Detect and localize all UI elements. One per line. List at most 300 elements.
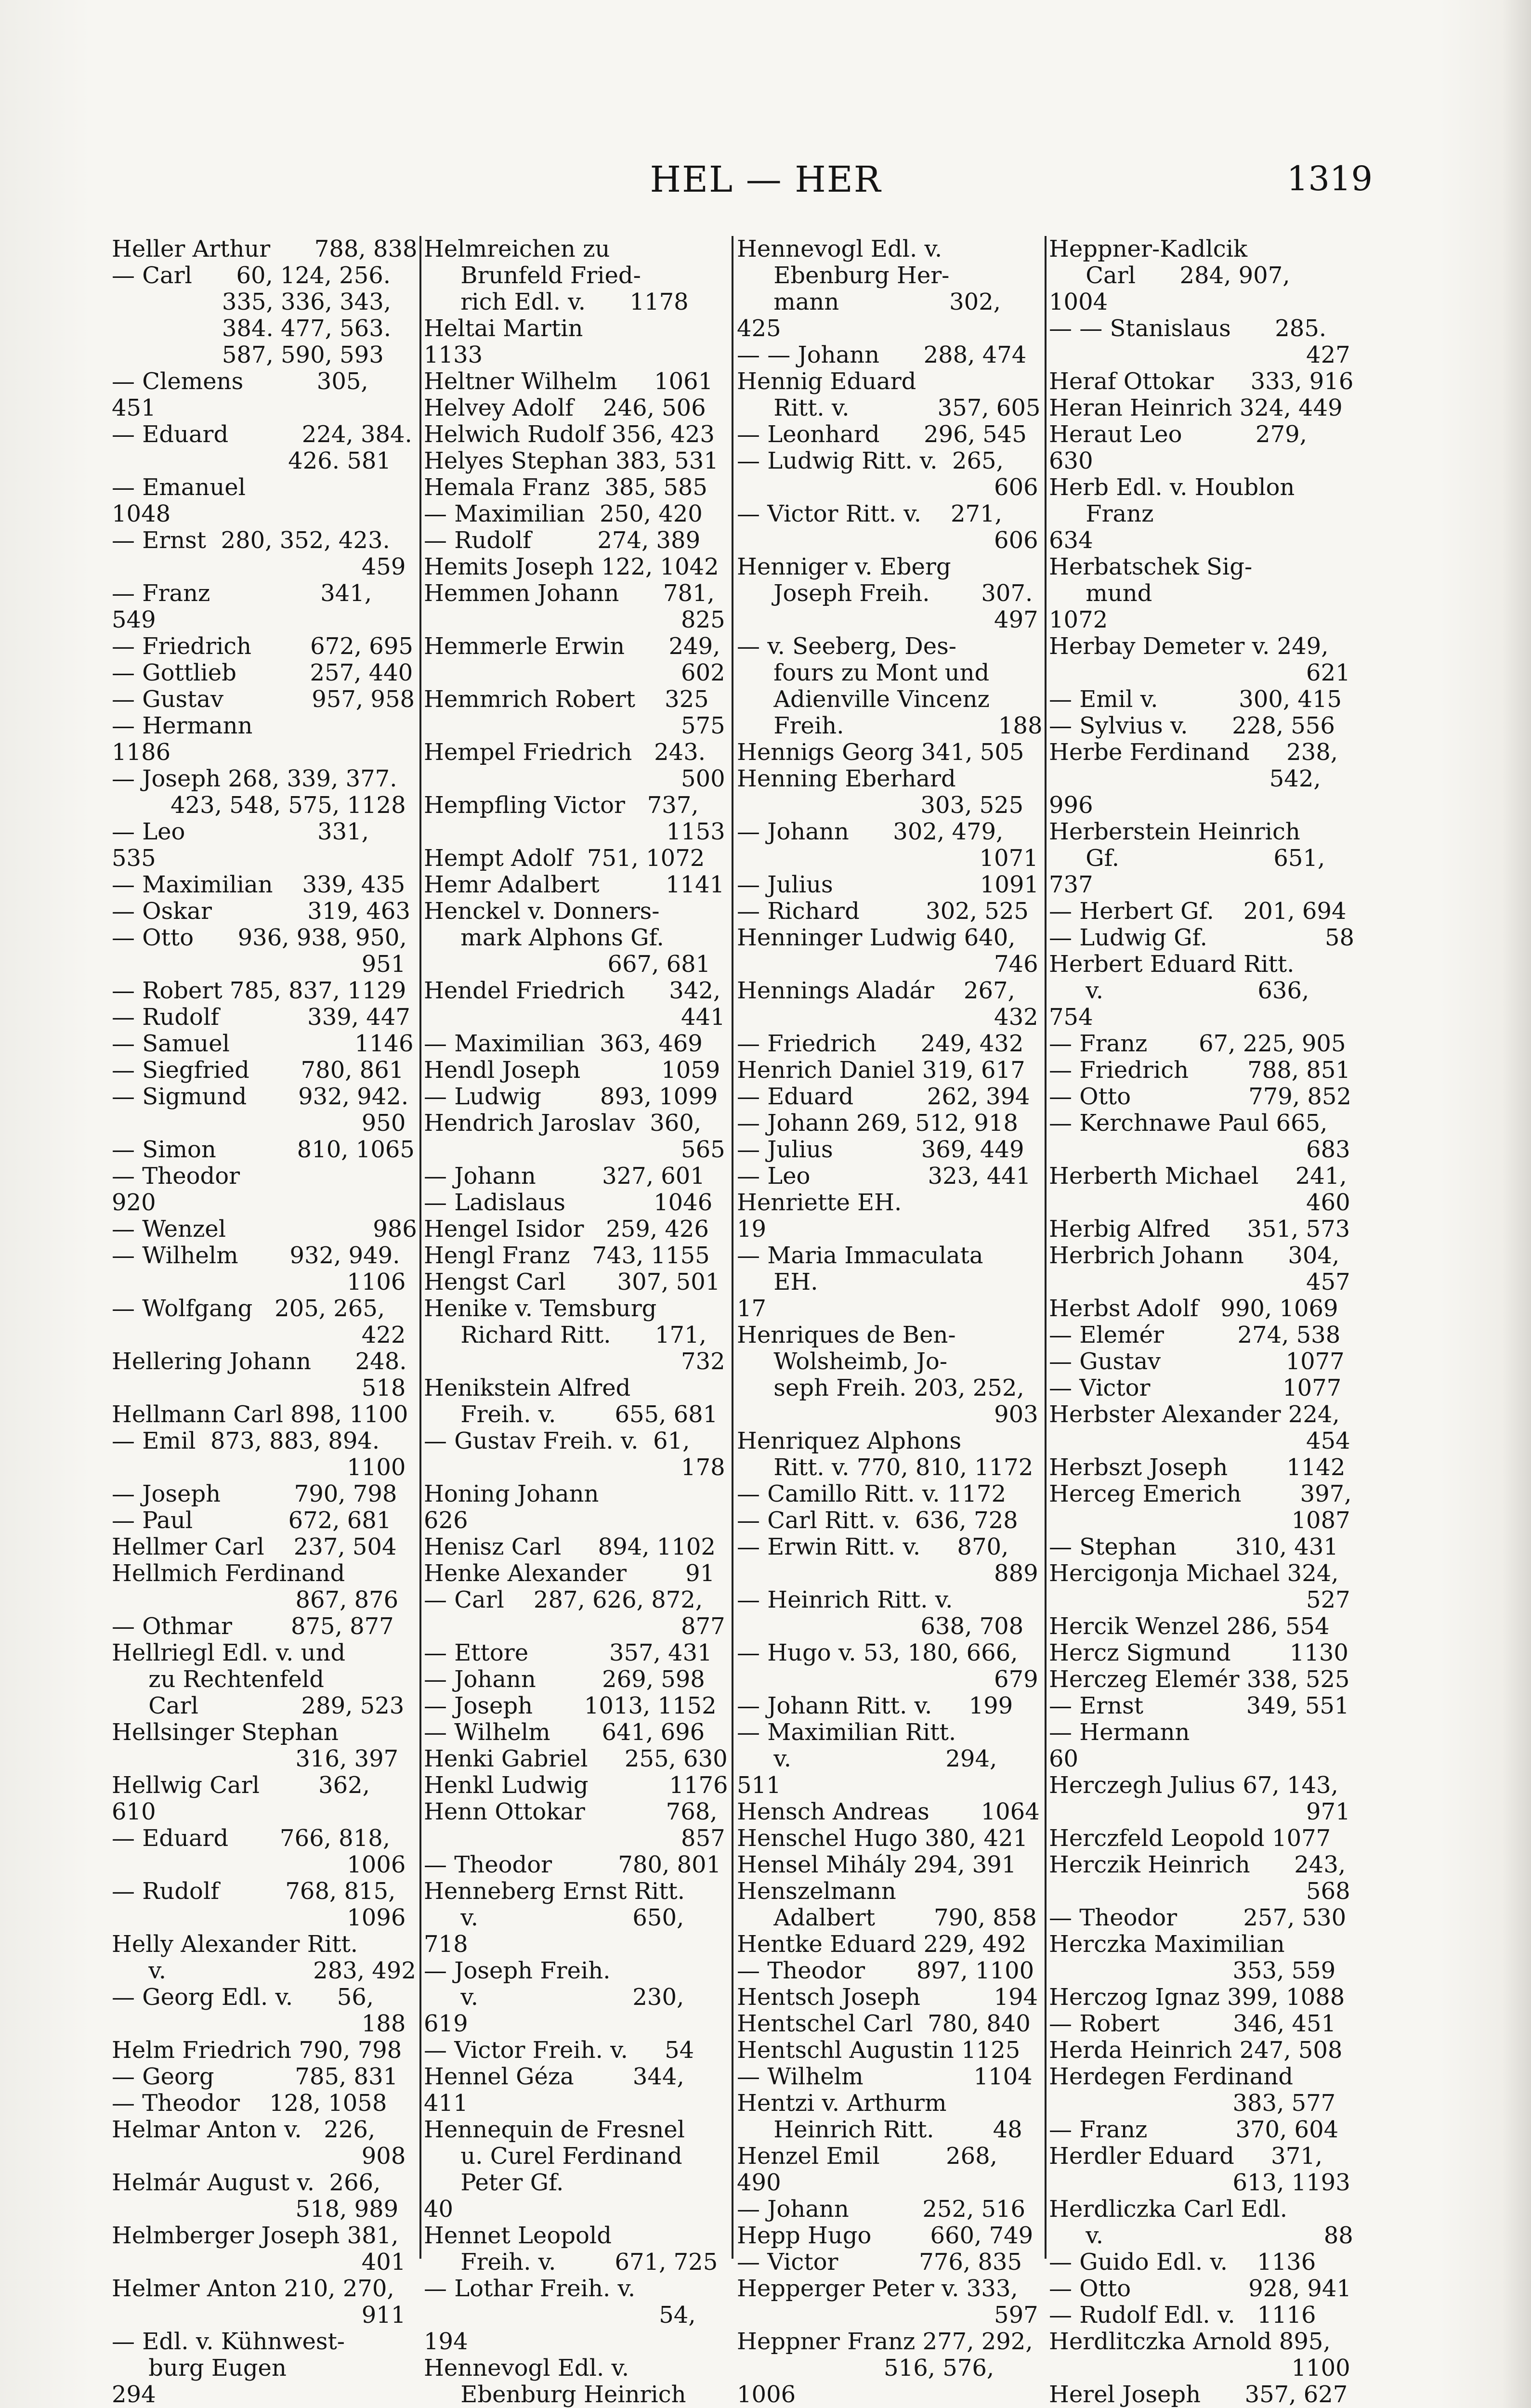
- index-column-3: [737, 236, 1043, 2408]
- index-entry-line: 188: [112, 2010, 406, 2037]
- index-entry-line: — Eduard 262, 394: [737, 1083, 1030, 1110]
- index-entry: [424, 1534, 730, 1560]
- index-entry-line: v. 294, 511: [737, 1745, 1005, 1799]
- index-entry: [424, 1772, 730, 1799]
- index-entry: [1049, 1825, 1355, 1852]
- index-entry-line: Henckel v. Donners-: [424, 898, 660, 925]
- index-entry: [1049, 1481, 1355, 1534]
- index-entry-line: 613, 1193: [1049, 2169, 1350, 2196]
- index-entry: [424, 1481, 730, 1534]
- index-entry: [737, 1110, 1043, 1137]
- index-entry: [424, 633, 730, 686]
- index-entry: [1049, 1560, 1355, 1613]
- index-entry-line: — Hugo v. 53, 180, 666,: [737, 1639, 1018, 1666]
- index-entry-line: Henzel Emil 268, 490: [737, 2143, 1005, 2196]
- index-entry: [424, 1852, 730, 1878]
- index-entry-line: Herbay Demeter v. 249,: [1049, 633, 1329, 660]
- index-entry: [737, 2011, 1043, 2037]
- index-entry: [424, 739, 730, 792]
- column-rule: [419, 236, 421, 2259]
- index-entry-line: — Guido Edl. v. 1136: [1049, 2249, 1316, 2276]
- index-entry: [1049, 1348, 1355, 1375]
- index-entry-line: Henn Ottokar 768,: [424, 1798, 718, 1825]
- index-entry-line: — Wilhelm 641, 696: [424, 1719, 705, 1746]
- index-entry: [112, 580, 418, 633]
- index-entry: [1049, 2196, 1355, 2249]
- index-entry-line: mark Alphons Gf.: [424, 924, 664, 951]
- index-entry-line: Helmberger Joseph 381,: [112, 2222, 399, 2249]
- index-entry-line: — Otto 928, 941: [1049, 2275, 1351, 2302]
- index-entry-line: Hennet Leopold: [424, 2222, 612, 2249]
- index-entry-line: 497: [737, 606, 1038, 633]
- page-number: 1319: [1286, 159, 1373, 198]
- index-entry-line: 746: [737, 951, 1038, 978]
- index-entry: [1049, 1984, 1355, 2011]
- index-entry: [424, 2223, 730, 2276]
- index-entry-line: Hensel Mihály 294, 391: [737, 1851, 1017, 1878]
- index-entry-line: Hellmer Carl 237, 504: [112, 1533, 397, 1560]
- index-entry-line: burg Eugen 294: [112, 2355, 390, 2408]
- index-entry-line: v. 230, 619: [424, 1984, 692, 2037]
- index-entry-line: Henning Eberhard: [737, 765, 956, 792]
- index-entry-line: Herbatschek Sig-: [1049, 553, 1253, 580]
- index-entry-line: Herczog Ignaz 399, 1088: [1049, 1984, 1345, 2011]
- index-entry-line: — Theodor 780, 801: [424, 1851, 721, 1878]
- index-entry-line: Hempel Friedrich 243.: [424, 739, 706, 766]
- index-entry: [112, 368, 418, 421]
- index-entry-line: — Sylvius v. 228, 556: [1049, 712, 1335, 739]
- index-entry: [112, 421, 418, 474]
- index-entry-line: 384. 477, 563.: [112, 315, 392, 342]
- running-head: HEL — HER: [650, 159, 882, 200]
- index-entry-line: 683: [1049, 1136, 1350, 1163]
- index-entry: [424, 1878, 730, 1958]
- index-entry: [1049, 1031, 1355, 1057]
- index-entry: [112, 766, 418, 819]
- index-entry: [737, 1640, 1043, 1693]
- index-entry-line: 353, 559: [1049, 1957, 1336, 1984]
- index-entry: [112, 633, 418, 660]
- index-entry: [112, 236, 418, 262]
- index-entry: [112, 1507, 418, 1534]
- index-entry-line: — Wenzel 986: [112, 1216, 417, 1243]
- index-entry: [737, 925, 1043, 978]
- index-entry: [1049, 474, 1355, 554]
- index-entry-line: Herbig Alfred 351, 573: [1049, 1216, 1350, 1243]
- index-entry-line: — Emanuel 1048: [112, 474, 364, 527]
- index-entry: [424, 1799, 730, 1852]
- index-entry: [424, 368, 730, 395]
- index-entry: [112, 1163, 418, 1216]
- index-entry-line: 518: [112, 1374, 406, 1401]
- index-entry: [424, 1958, 730, 2037]
- index-entry-line: — Joseph 268, 339, 377.: [112, 765, 397, 792]
- index-entry: [112, 2329, 418, 2408]
- index-entry-line: Hengel Isidor 259, 426: [424, 1216, 709, 1243]
- index-entry-line: Herczeg Elemér 338, 525: [1049, 1666, 1350, 1693]
- index-entry-line: — Simon 810, 1065: [112, 1136, 415, 1163]
- index-entry-line: — Leo 323, 441: [737, 1163, 1031, 1190]
- index-entry-line: — Carl Ritt. v. 636, 728: [737, 1507, 1018, 1534]
- index-entry: [112, 1428, 418, 1481]
- index-entry-line: 606: [737, 474, 1038, 501]
- index-entry: [1049, 1243, 1355, 1296]
- index-entry: [737, 2276, 1043, 2329]
- index-entry: [424, 1269, 730, 1296]
- column-rule: [732, 236, 733, 2259]
- index-entry-line: 679: [737, 1666, 1038, 1693]
- index-entry: [424, 2355, 730, 2408]
- index-entry-line: 1096: [112, 1904, 406, 1931]
- index-entry: [424, 1640, 730, 1666]
- index-entry-line: — Hermann 60: [1049, 1719, 1330, 1772]
- index-entry: [424, 580, 730, 633]
- index-entry-line: — Maximilian 363, 469: [424, 1030, 703, 1057]
- index-entry: [737, 1719, 1043, 1799]
- index-entry: [737, 1137, 1043, 1163]
- index-entry: [737, 1507, 1043, 1534]
- index-entry: [1049, 1852, 1355, 1905]
- index-entry-line: — Rudolf Edl. v. 1116: [1049, 2302, 1316, 2329]
- index-entry-line: Hempt Adolf 751, 1072: [424, 845, 705, 872]
- index-entry-line: Heraut Leo 279, 630: [1049, 421, 1315, 474]
- index-entry: [112, 1401, 418, 1428]
- index-entry-line: Henriquez Alphons: [737, 1427, 962, 1454]
- index-entry: [424, 872, 730, 898]
- index-entry-line: — Samuel 1146: [112, 1030, 414, 1057]
- index-entry-line: — Franz 341, 549: [112, 580, 379, 633]
- index-entry: [112, 686, 418, 713]
- index-entry-line: Helmar Anton v. 226,: [112, 2116, 376, 2143]
- index-entry-line: Hellmann Carl 898, 1100: [112, 1401, 408, 1428]
- index-entry: [737, 236, 1043, 342]
- index-entry-line: 383, 577: [1049, 2090, 1336, 2117]
- index-entry: [1049, 2249, 1355, 2276]
- index-entry-line: Hentsch Joseph 194: [737, 1984, 1038, 2011]
- index-entry-line: — Johann 327, 601: [424, 1163, 705, 1190]
- index-entry: [424, 421, 730, 448]
- index-entry: [1049, 898, 1355, 925]
- index-entry: [737, 1799, 1043, 1825]
- index-entry-line: — Elemér 274, 538: [1049, 1322, 1341, 1348]
- index-entry-line: — Theodor 257, 530: [1049, 1904, 1347, 1931]
- index-entry: [424, 1057, 730, 1084]
- index-entry-line: — Kerchnawe Paul 665,: [1049, 1110, 1328, 1137]
- index-entry: [1049, 2064, 1355, 2117]
- index-entry: [1049, 1666, 1355, 1693]
- index-entry-line: — Carl 60, 124, 256.: [112, 262, 391, 289]
- index-entry: [424, 501, 730, 527]
- index-entry: [424, 1110, 730, 1163]
- index-entry-line: Herbrich Johann 304,: [1049, 1242, 1340, 1269]
- index-entry-line: — Victor 776, 835: [737, 2249, 1022, 2276]
- index-entry-line: mann 302, 425: [737, 288, 1008, 342]
- index-entry-line: v. 650, 718: [424, 1904, 692, 1958]
- index-entry-line: — Friedrich 672, 695: [112, 633, 413, 660]
- index-entry: [112, 1216, 418, 1243]
- index-entry: [737, 898, 1043, 925]
- index-entry-line: — Lothar Freih. v.: [424, 2275, 636, 2302]
- index-entry: [112, 1084, 418, 1137]
- index-entry-line: — Maximilian 339, 435: [112, 871, 406, 898]
- index-entry-line: 867, 876: [112, 1586, 399, 1613]
- index-entry: [112, 1931, 418, 1984]
- index-entry-line: Henriques de Ben-: [737, 1322, 956, 1348]
- index-entry: [112, 527, 418, 580]
- index-entry-line: 825: [424, 606, 725, 633]
- index-entry-line: 460: [1049, 1189, 1350, 1216]
- index-entry-line: — Victor Ritt. v. 271,: [737, 500, 1002, 527]
- index-entry-line: Herczka Maximilian: [1049, 1931, 1285, 1958]
- index-entry-line: — Othmar 875, 877: [112, 1613, 394, 1640]
- index-entry-line: — Julius 1091: [737, 871, 1039, 898]
- index-entry-line: Herb Edl. v. Houblon: [1049, 474, 1295, 501]
- index-entry: [737, 1825, 1043, 1852]
- index-entry-line: — Joseph Freih.: [424, 1957, 611, 1984]
- index-entry: [737, 978, 1043, 1031]
- index-entry-line: Hellering Johann 248.: [112, 1348, 407, 1375]
- index-entry-line: 857: [424, 1825, 725, 1852]
- index-entry-line: Heltai Martin 1133: [424, 315, 701, 368]
- index-entry-line: Carl 289, 523: [112, 1692, 405, 1719]
- index-entry-line: Henkl Ludwig 1176: [424, 1772, 728, 1799]
- index-entry: [1049, 2011, 1355, 2037]
- index-entry: [1049, 1296, 1355, 1322]
- index-entry-line: fours zu Mont und: [737, 659, 990, 686]
- index-entry-line: Hendrich Jaroslav 360,: [424, 1110, 702, 1137]
- index-entry-line: seph Freih. 203, 252,: [737, 1374, 1024, 1401]
- index-entry: [1049, 1322, 1355, 1348]
- index-entry-line: Herbst Adolf 990, 1069: [1049, 1295, 1338, 1322]
- index-entry-line: Hellmich Ferdinand: [112, 1560, 345, 1587]
- index-entry-line: — Johann 252, 516: [737, 2196, 1026, 2223]
- index-entry: [112, 819, 418, 872]
- index-entry-line: Henisz Carl 894, 1102: [424, 1533, 716, 1560]
- index-entry-line: 432: [737, 1004, 1038, 1031]
- index-entry-line: Herczik Heinrich 243,: [1049, 1851, 1346, 1878]
- index-entry-line: — Otto 779, 852: [1049, 1083, 1351, 1110]
- index-entry-line: 427: [1049, 341, 1350, 368]
- index-entry-line: 606: [737, 527, 1038, 554]
- index-entry-line: Henke Alexander 91: [424, 1560, 715, 1587]
- index-entry-line: — Franz 67, 225, 905: [1049, 1030, 1346, 1057]
- index-entry: [424, 236, 730, 315]
- index-entry-line: — Ettore 357, 431: [424, 1639, 712, 1666]
- index-entry-line: Herdler Eduard 371,: [1049, 2143, 1323, 2170]
- index-entry: [424, 1031, 730, 1057]
- index-entry: [112, 660, 418, 686]
- index-entry-line: Hennigs Georg 341, 505: [737, 739, 1024, 766]
- index-entry: [424, 1216, 730, 1243]
- index-entry: [737, 2196, 1043, 2223]
- index-entry-line: Hellwig Carl 362, 610: [112, 1772, 378, 1825]
- index-entry-line: — Sigmund 932, 942.: [112, 1083, 409, 1110]
- index-entry: [737, 1481, 1043, 1507]
- index-entry-line: — Victor Freih. v. 54: [424, 2037, 694, 2064]
- index-entry-line: u. Curel Ferdinand: [424, 2143, 682, 2170]
- index-entry: [737, 501, 1043, 554]
- index-entry-line: — Friedrich 788, 851: [1049, 1057, 1350, 1084]
- index-entry-line: — Robert 785, 837, 1129: [112, 977, 406, 1004]
- index-entry: [112, 1534, 418, 1560]
- index-entry-line: Joseph Freih. 307.: [737, 580, 1033, 607]
- index-entry-line: Heraf Ottokar 333, 916: [1049, 368, 1354, 395]
- index-entry-line: Hengl Franz 743, 1155: [424, 1242, 710, 1269]
- index-entry-line: Henki Gabriel 255, 630: [424, 1745, 728, 1772]
- index-entry-line: Heltner Wilhelm 1061: [424, 368, 713, 395]
- index-entry-line: Herel Joseph 357, 627: [1049, 2381, 1348, 2408]
- index-entry-line: Hemr Adalbert 1141: [424, 871, 725, 898]
- index-entry-line: — Rudolf 768, 815,: [112, 1878, 396, 1905]
- index-entry-line: 587, 590, 593: [112, 341, 384, 368]
- index-entry: [424, 1428, 730, 1481]
- index-entry: [1049, 1719, 1355, 1772]
- index-entry-line: 602: [424, 659, 725, 686]
- index-entry: [1049, 2143, 1355, 2196]
- index-entry: [112, 1719, 418, 1772]
- index-entry-line: — Friedrich 249, 432: [737, 1030, 1024, 1057]
- index-entry: [424, 1719, 730, 1746]
- index-entry: [424, 1190, 730, 1216]
- index-entry-line: Herberstein Heinrich: [1049, 818, 1300, 845]
- index-entry: [424, 2037, 730, 2064]
- index-entry-line: Helmreichen zu: [424, 236, 610, 262]
- index-entry-line: Henriette EH. 19: [737, 1189, 1020, 1243]
- index-entry-line: Carl 284, 907, 1004: [1049, 262, 1297, 315]
- index-entry: [424, 1084, 730, 1110]
- index-entry: [1049, 633, 1355, 686]
- index-entry: [1049, 1216, 1355, 1243]
- index-entry: [1049, 1693, 1355, 1719]
- index-entry-line: 518, 989: [112, 2196, 399, 2223]
- index-entry-line: Hennevogl Edl. v.: [424, 2355, 629, 2382]
- index-entry-line: Brunfeld Fried-: [424, 262, 641, 289]
- index-entry-line: 457: [1049, 1269, 1350, 1296]
- index-entry-line: Henneberg Ernst Ritt.: [424, 1878, 685, 1905]
- index-entry-line: — Wolfgang 205, 265,: [112, 1295, 385, 1322]
- index-entry: [1049, 1110, 1355, 1163]
- index-entry: [1049, 1454, 1355, 1481]
- index-entry-line: mund 1072: [1049, 580, 1314, 633]
- index-entry-line: Heinrich Ritt. 48: [737, 2116, 1022, 2143]
- index-entry: [112, 925, 418, 978]
- index-entry-line: Hennig Eduard: [737, 368, 916, 395]
- index-entry: [112, 1004, 418, 1031]
- index-columns: [112, 236, 1369, 2408]
- index-entry-line: 951: [112, 951, 406, 978]
- index-entry-line: — Johann 269, 512, 918: [737, 1110, 1018, 1137]
- index-entry-line: — — Stanislaus 285.: [1049, 315, 1327, 342]
- index-entry-line: — Maximilian Ritt.: [737, 1719, 956, 1746]
- index-entry-line: 565: [424, 1136, 725, 1163]
- index-entry: [424, 1296, 730, 1375]
- index-entry: [424, 2117, 730, 2223]
- index-entry-line: — Theodor 897, 1100: [737, 1957, 1034, 1984]
- index-entry-line: Ebenburg Her-: [737, 262, 950, 289]
- index-entry-line: — Clemens 305, 451: [112, 368, 376, 421]
- index-entry-line: — Ludwig Ritt. v. 265,: [737, 447, 1004, 474]
- index-entry: [424, 2276, 730, 2355]
- index-entry: [1049, 315, 1355, 368]
- index-entry: [112, 1137, 418, 1163]
- index-entry: [112, 1825, 418, 1878]
- index-entry: [424, 845, 730, 872]
- page-header: [0, 159, 1531, 212]
- index-entry: [737, 2064, 1043, 2090]
- index-entry-line: — Georg Edl. v. 56,: [112, 1984, 374, 2011]
- index-entry: [112, 872, 418, 898]
- index-entry-line: — v. Seeberg, Des-: [737, 633, 956, 660]
- index-entry-line: 1100: [1049, 2355, 1350, 2382]
- index-entry-line: — Emil 873, 883, 894.: [112, 1427, 380, 1454]
- index-entry-line: — Gustav Freih. v. 61,: [424, 1427, 690, 1454]
- index-entry-line: — Ludwig 893, 1099: [424, 1083, 718, 1110]
- index-entry-line: 1006: [112, 1851, 406, 1878]
- index-entry-line: Helly Alexander Ritt.: [112, 1931, 358, 1958]
- index-entry-line: — Johann 302, 479,: [737, 818, 1004, 845]
- index-entry: [737, 1243, 1043, 1322]
- index-entry: [737, 2249, 1043, 2276]
- index-entry: [1049, 951, 1355, 1031]
- index-entry-line: — Maximilian 250, 420: [424, 500, 703, 527]
- index-entry: [737, 872, 1043, 898]
- index-entry-line: Hepperger Peter v. 333,: [737, 2275, 1018, 2302]
- index-entry-line: 441: [424, 1004, 725, 1031]
- index-entry-line: Richard Ritt. 171,: [424, 1322, 707, 1348]
- index-entry: [737, 2143, 1043, 2196]
- index-entry-line: Gf. 651, 737: [1049, 845, 1333, 898]
- index-entry-line: 1153: [424, 818, 725, 845]
- index-entry-line: Hentzi v. Arthurm: [737, 2090, 947, 2117]
- index-entry-line: Henrich Daniel 319, 617: [737, 1057, 1025, 1084]
- index-entry-line: — Wilhelm 1104: [737, 2063, 1033, 2090]
- index-entry: [112, 1640, 418, 1719]
- index-entry: [737, 1031, 1043, 1057]
- index-entry-line: Freih. v. 671, 725: [424, 2249, 718, 2276]
- index-entry-line: 621: [1049, 659, 1350, 686]
- index-entry-line: 568: [1049, 1878, 1350, 1905]
- index-entry-line: — Siegfried 780, 861: [112, 1057, 404, 1084]
- index-entry: [737, 1587, 1043, 1640]
- index-entry-line: — Franz 370, 604: [1049, 2116, 1339, 2143]
- index-entry-line: 401: [112, 2249, 406, 2276]
- index-entry-line: 908: [112, 2143, 406, 2170]
- index-entry: [1049, 1905, 1355, 1931]
- index-entry-line: — Richard 302, 525: [737, 898, 1029, 925]
- index-entry: [737, 1984, 1043, 2011]
- index-entry-line: 971: [1049, 1798, 1350, 1825]
- index-entry: [737, 448, 1043, 501]
- index-entry-line: Hempfling Victor 737,: [424, 792, 699, 819]
- index-entry-line: Hemmen Johann 781,: [424, 580, 715, 607]
- index-entry: [1049, 1057, 1355, 1084]
- index-entry-line: Heppner Franz 277, 292,: [737, 2328, 1033, 2355]
- index-entry-line: Herda Heinrich 247, 508: [1049, 2037, 1343, 2064]
- index-entry: [737, 554, 1043, 633]
- index-entry: [112, 1878, 418, 1931]
- index-entry-line: Hercz Sigmund 1130: [1049, 1639, 1348, 1666]
- index-entry: [112, 2170, 418, 2223]
- index-entry: [1049, 2382, 1355, 2408]
- index-entry: [112, 2090, 418, 2117]
- index-entry-line: — Leo 331, 535: [112, 818, 377, 872]
- index-entry: [112, 1560, 418, 1613]
- index-entry: [112, 2064, 418, 2090]
- index-entry-line: — Rudolf 274, 389: [424, 527, 701, 554]
- index-entry: [737, 342, 1043, 368]
- index-entry-line: 459: [112, 553, 406, 580]
- index-entry-line: Herbe Ferdinand 238,: [1049, 739, 1338, 766]
